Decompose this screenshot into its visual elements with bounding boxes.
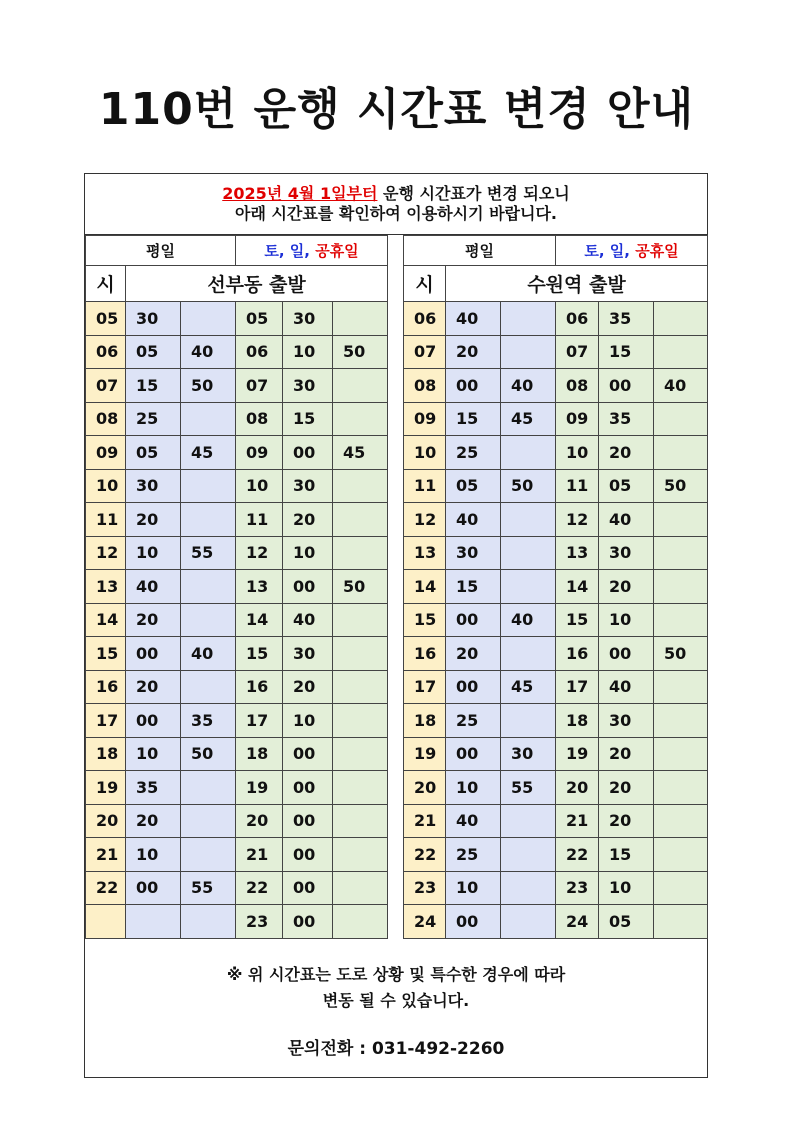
- weekday-minute-cell: 25: [446, 704, 501, 738]
- weekday-hour-cell: 12: [404, 503, 446, 537]
- weekday-hour-cell: 11: [86, 503, 126, 537]
- weekday-hour-cell: 16: [404, 637, 446, 671]
- weekend-minute-cell: 50: [333, 335, 388, 369]
- weekday-minute-cell: 20: [126, 670, 181, 704]
- weekday-hour-cell: 24: [404, 905, 446, 939]
- weekday-minute-cell: 40: [181, 637, 236, 671]
- weekend-minute-cell: [654, 402, 708, 436]
- weekend-minute-cell: [333, 603, 388, 637]
- weekend-minute-cell: 20: [599, 737, 654, 771]
- weekday-minute-cell: 05: [446, 469, 501, 503]
- weekday-hour-cell: 17: [86, 704, 126, 738]
- weekday-minute-cell: 40: [181, 335, 236, 369]
- weekend-hour-cell: 23: [556, 871, 599, 905]
- weekend-minute-cell: 40: [599, 503, 654, 537]
- weekend-hour-cell: 22: [556, 838, 599, 872]
- weekday-minute-cell: 00: [446, 369, 501, 403]
- weekday-minute-cell: [501, 905, 556, 939]
- table-row: [404, 503, 708, 537]
- weekend-minute-cell: [333, 302, 388, 336]
- weekend-minute-cell: [333, 536, 388, 570]
- weekend-hour-cell: 10: [556, 436, 599, 470]
- weekday-minute-cell: 55: [501, 771, 556, 805]
- weekend-minute-cell: 40: [283, 603, 333, 637]
- timetable-frame: [84, 173, 708, 1078]
- weekday-minute-cell: 25: [446, 838, 501, 872]
- weekday-hour-cell: 15: [86, 637, 126, 671]
- weekday-minute-cell: [501, 536, 556, 570]
- weekend-minute-cell: 15: [599, 838, 654, 872]
- weekend-minute-cell: [654, 838, 708, 872]
- weekday-minute-cell: 30: [126, 469, 181, 503]
- weekday-minute-cell: [181, 469, 236, 503]
- weekend-minute-cell: 50: [654, 469, 708, 503]
- weekday-minute-cell: 10: [446, 871, 501, 905]
- table-row: [404, 838, 708, 872]
- weekend-hour-cell: 10: [236, 469, 283, 503]
- weekday-minute-cell: 20: [446, 637, 501, 671]
- weekend-hour-cell: 16: [236, 670, 283, 704]
- weekend-hour-cell: 20: [556, 771, 599, 805]
- table-row: [404, 536, 708, 570]
- weekday-hour-cell: 09: [86, 436, 126, 470]
- weekday-minute-cell: 05: [126, 335, 181, 369]
- weekday-minute-cell: [501, 335, 556, 369]
- holiday-label-public: 공휴일: [315, 242, 359, 260]
- weekend-minute-cell: 20: [599, 771, 654, 805]
- weekend-hour-cell: 17: [556, 670, 599, 704]
- weekend-minute-cell: [333, 670, 388, 704]
- weekend-minute-cell: [333, 704, 388, 738]
- table-row: [86, 670, 388, 704]
- weekend-hour-cell: 12: [236, 536, 283, 570]
- page-title: 110번 운행 시간표 변경 안내: [98, 84, 695, 135]
- table-row: [86, 469, 388, 503]
- weekend-hour-cell: 14: [556, 570, 599, 604]
- table-row: [86, 302, 388, 336]
- weekend-minute-cell: [654, 503, 708, 537]
- weekend-minute-cell: [654, 804, 708, 838]
- schedule-rows: [86, 302, 388, 939]
- weekend-hour-cell: 07: [236, 369, 283, 403]
- weekday-hour-cell: 09: [404, 402, 446, 436]
- table-row: [86, 804, 388, 838]
- weekend-minute-cell: 40: [654, 369, 708, 403]
- weekday-hour-cell: 17: [404, 670, 446, 704]
- weekday-minute-cell: [181, 302, 236, 336]
- weekday-minute-cell: [501, 436, 556, 470]
- weekend-minute-cell: 20: [283, 503, 333, 537]
- weekend-minute-cell: [654, 570, 708, 604]
- weekend-hour-cell: 08: [556, 369, 599, 403]
- schedule-rows: [404, 302, 708, 939]
- weekday-minute-cell: [181, 503, 236, 537]
- notice-line-1: [85, 184, 707, 204]
- weekday-minute-cell: 00: [446, 603, 501, 637]
- weekday-minute-cell: 10: [446, 771, 501, 805]
- table-row: [404, 771, 708, 805]
- weekday-minute-cell: 20: [446, 335, 501, 369]
- weekday-minute-cell: 35: [126, 771, 181, 805]
- weekend-minute-cell: [654, 771, 708, 805]
- weekday-minute-cell: 20: [126, 603, 181, 637]
- weekend-minute-cell: [654, 302, 708, 336]
- disclaimer-line-1: ※ 위 시간표는 도로 상황 및 특수한 경우에 따라: [226, 965, 566, 984]
- weekday-label: 평일: [86, 236, 236, 266]
- change-notice: [85, 174, 707, 235]
- weekday-minute-cell: 40: [446, 804, 501, 838]
- weekday-hour-cell: 14: [404, 570, 446, 604]
- effective-date: 2025년 4월 1일부터: [222, 184, 378, 203]
- weekday-hour-cell: 21: [86, 838, 126, 872]
- weekday-minute-cell: [181, 771, 236, 805]
- weekend-minute-cell: [654, 603, 708, 637]
- weekday-minute-cell: [501, 838, 556, 872]
- weekday-minute-cell: 10: [126, 536, 181, 570]
- footer-notice: [85, 938, 707, 1077]
- weekday-minute-cell: 10: [126, 737, 181, 771]
- weekend-minute-cell: 30: [283, 369, 333, 403]
- weekday-minute-cell: [181, 603, 236, 637]
- holiday-label-sat-sun: 토, 일,: [264, 242, 316, 260]
- weekend-minute-cell: 30: [599, 536, 654, 570]
- weekend-hour-cell: 08: [236, 402, 283, 436]
- weekend-minute-cell: 35: [599, 302, 654, 336]
- weekend-minute-cell: 00: [283, 838, 333, 872]
- weekend-minute-cell: 10: [599, 871, 654, 905]
- disclaimer-line-2: 변동 될 수 있습니다.: [322, 991, 470, 1010]
- weekday-minute-cell: [501, 637, 556, 671]
- weekday-minute-cell: [126, 905, 181, 939]
- contact-phone: 문의전화 : 031-492-2260: [287, 1039, 505, 1059]
- weekday-hour-cell: 10: [86, 469, 126, 503]
- weekend-minute-cell: [333, 804, 388, 838]
- weekday-minute-cell: 25: [446, 436, 501, 470]
- table-row: [404, 302, 708, 336]
- weekday-minute-cell: 00: [446, 905, 501, 939]
- weekday-minute-cell: 45: [501, 402, 556, 436]
- holiday-label: [236, 236, 388, 266]
- notice-line-2: 아래 시간표를 확인하여 이용하시기 바랍니다.: [234, 204, 558, 223]
- weekday-minute-cell: 00: [126, 637, 181, 671]
- weekday-hour-cell: 22: [404, 838, 446, 872]
- table-row: [404, 335, 708, 369]
- weekend-hour-cell: 19: [556, 737, 599, 771]
- weekday-label: 평일: [404, 236, 556, 266]
- weekday-minute-cell: 40: [126, 570, 181, 604]
- table-row: [404, 737, 708, 771]
- hour-header: 시: [404, 266, 446, 302]
- weekend-minute-cell: 30: [283, 637, 333, 671]
- table-row: [86, 536, 388, 570]
- weekend-minute-cell: 30: [599, 704, 654, 738]
- table-row: [86, 905, 388, 939]
- table-row: [404, 436, 708, 470]
- weekend-minute-cell: 50: [333, 570, 388, 604]
- weekend-hour-cell: 06: [556, 302, 599, 336]
- weekday-hour-cell: 23: [404, 871, 446, 905]
- weekday-minute-cell: 20: [126, 804, 181, 838]
- weekend-hour-cell: 15: [236, 637, 283, 671]
- weekday-hour-cell: 20: [86, 804, 126, 838]
- table-row: [86, 871, 388, 905]
- weekend-hour-cell: 24: [556, 905, 599, 939]
- weekday-minute-cell: [181, 570, 236, 604]
- weekend-hour-cell: 11: [236, 503, 283, 537]
- weekday-hour-cell: 07: [404, 335, 446, 369]
- weekday-hour-cell: 05: [86, 302, 126, 336]
- weekend-minute-cell: 15: [283, 402, 333, 436]
- weekday-minute-cell: 10: [126, 838, 181, 872]
- weekday-hour-cell: 12: [86, 536, 126, 570]
- weekend-hour-cell: 09: [236, 436, 283, 470]
- weekday-minute-cell: 20: [126, 503, 181, 537]
- weekend-minute-cell: 00: [283, 804, 333, 838]
- weekday-minute-cell: 30: [501, 737, 556, 771]
- weekday-minute-cell: 45: [181, 436, 236, 470]
- weekday-minute-cell: 00: [126, 704, 181, 738]
- weekend-minute-cell: 00: [283, 905, 333, 939]
- weekday-minute-cell: [501, 704, 556, 738]
- table-row: [404, 369, 708, 403]
- weekend-minute-cell: 05: [599, 469, 654, 503]
- weekend-hour-cell: 09: [556, 402, 599, 436]
- weekend-hour-cell: 14: [236, 603, 283, 637]
- weekday-hour-cell: 22: [86, 871, 126, 905]
- weekend-minute-cell: 00: [599, 637, 654, 671]
- weekday-hour-cell: 13: [86, 570, 126, 604]
- weekday-hour-cell: 19: [404, 737, 446, 771]
- weekday-minute-cell: 15: [126, 369, 181, 403]
- weekend-hour-cell: 22: [236, 871, 283, 905]
- weekend-minute-cell: [654, 670, 708, 704]
- weekday-minute-cell: [181, 838, 236, 872]
- timetable-seonbu: [85, 235, 388, 939]
- weekend-minute-cell: [333, 402, 388, 436]
- weekend-minute-cell: 05: [599, 905, 654, 939]
- weekend-minute-cell: [333, 871, 388, 905]
- weekday-minute-cell: [181, 804, 236, 838]
- weekday-minute-cell: [501, 503, 556, 537]
- weekday-minute-cell: 00: [446, 670, 501, 704]
- weekday-hour-cell: 08: [86, 402, 126, 436]
- table-row: [404, 402, 708, 436]
- weekday-minute-cell: [501, 302, 556, 336]
- table-row: [86, 737, 388, 771]
- weekday-hour-cell: 07: [86, 369, 126, 403]
- weekend-minute-cell: 00: [283, 871, 333, 905]
- table-row: [86, 503, 388, 537]
- weekday-minute-cell: 05: [126, 436, 181, 470]
- weekend-minute-cell: 30: [283, 469, 333, 503]
- weekend-minute-cell: 50: [654, 637, 708, 671]
- table-row: [86, 838, 388, 872]
- weekend-hour-cell: 23: [236, 905, 283, 939]
- weekday-hour-cell: 21: [404, 804, 446, 838]
- weekday-hour-cell: 14: [86, 603, 126, 637]
- weekday-minute-cell: [501, 871, 556, 905]
- weekend-minute-cell: 10: [283, 335, 333, 369]
- weekend-minute-cell: 15: [599, 335, 654, 369]
- weekend-minute-cell: [333, 905, 388, 939]
- weekend-hour-cell: 21: [556, 804, 599, 838]
- timetable-suwon: [403, 235, 708, 939]
- weekend-minute-cell: 00: [283, 570, 333, 604]
- weekday-minute-cell: [181, 905, 236, 939]
- weekday-minute-cell: 15: [446, 570, 501, 604]
- weekday-minute-cell: 40: [501, 603, 556, 637]
- weekday-minute-cell: 30: [446, 536, 501, 570]
- weekend-hour-cell: 18: [556, 704, 599, 738]
- holiday-label-sat-sun: 토, 일,: [584, 242, 636, 260]
- weekend-minute-cell: [654, 737, 708, 771]
- weekday-hour-cell: 10: [404, 436, 446, 470]
- weekday-hour-cell: 18: [86, 737, 126, 771]
- holiday-label: [556, 236, 708, 266]
- weekday-minute-cell: 55: [181, 871, 236, 905]
- weekend-minute-cell: [333, 838, 388, 872]
- weekend-minute-cell: [333, 771, 388, 805]
- weekend-minute-cell: [333, 469, 388, 503]
- weekday-minute-cell: 00: [126, 871, 181, 905]
- weekend-hour-cell: 19: [236, 771, 283, 805]
- table-row: [86, 603, 388, 637]
- weekday-hour-cell: 06: [86, 335, 126, 369]
- weekend-minute-cell: [333, 503, 388, 537]
- weekday-minute-cell: 15: [446, 402, 501, 436]
- weekend-hour-cell: 05: [236, 302, 283, 336]
- table-row: [86, 369, 388, 403]
- weekend-minute-cell: 10: [599, 603, 654, 637]
- weekend-minute-cell: 20: [599, 436, 654, 470]
- weekend-hour-cell: 21: [236, 838, 283, 872]
- weekend-minute-cell: 45: [333, 436, 388, 470]
- weekend-hour-cell: 11: [556, 469, 599, 503]
- table-row: [86, 704, 388, 738]
- table-row: [404, 905, 708, 939]
- weekday-hour-cell: 08: [404, 369, 446, 403]
- weekday-minute-cell: [181, 402, 236, 436]
- weekend-hour-cell: 15: [556, 603, 599, 637]
- weekday-minute-cell: 50: [181, 369, 236, 403]
- hour-header: 시: [86, 266, 126, 302]
- weekday-minute-cell: 35: [181, 704, 236, 738]
- weekday-minute-cell: 30: [126, 302, 181, 336]
- weekend-minute-cell: 40: [599, 670, 654, 704]
- table-row: [404, 637, 708, 671]
- weekday-minute-cell: [501, 570, 556, 604]
- weekend-hour-cell: 18: [236, 737, 283, 771]
- weekday-minute-cell: [501, 804, 556, 838]
- weekday-minute-cell: 55: [181, 536, 236, 570]
- weekend-minute-cell: 35: [599, 402, 654, 436]
- weekend-minute-cell: [333, 637, 388, 671]
- weekend-minute-cell: [654, 905, 708, 939]
- weekday-hour-cell: 06: [404, 302, 446, 336]
- weekday-hour-cell: 16: [86, 670, 126, 704]
- weekend-minute-cell: 00: [283, 737, 333, 771]
- table-row: [86, 436, 388, 470]
- weekday-hour-cell: 19: [86, 771, 126, 805]
- weekend-minute-cell: [654, 436, 708, 470]
- weekday-hour-cell: 20: [404, 771, 446, 805]
- weekday-minute-cell: 50: [501, 469, 556, 503]
- weekday-minute-cell: 50: [181, 737, 236, 771]
- holiday-label-public: 공휴일: [635, 242, 679, 260]
- weekday-minute-cell: 40: [446, 503, 501, 537]
- weekend-minute-cell: 20: [599, 804, 654, 838]
- weekday-hour-cell: 11: [404, 469, 446, 503]
- table-row: [404, 804, 708, 838]
- weekend-minute-cell: 00: [283, 436, 333, 470]
- table-row: [404, 670, 708, 704]
- weekend-hour-cell: 20: [236, 804, 283, 838]
- weekday-minute-cell: 40: [501, 369, 556, 403]
- weekday-minute-cell: [181, 670, 236, 704]
- weekend-hour-cell: 13: [236, 570, 283, 604]
- weekend-hour-cell: 12: [556, 503, 599, 537]
- table-row: [86, 402, 388, 436]
- notice-line-1-text: 운행 시간표가 변경 되오니: [377, 184, 570, 203]
- weekend-hour-cell: 16: [556, 637, 599, 671]
- weekend-minute-cell: [654, 536, 708, 570]
- weekend-minute-cell: [333, 737, 388, 771]
- weekend-hour-cell: 17: [236, 704, 283, 738]
- table-row: [86, 637, 388, 671]
- weekend-minute-cell: [654, 335, 708, 369]
- weekday-minute-cell: 00: [446, 737, 501, 771]
- table-row: [404, 570, 708, 604]
- weekday-hour-cell: 15: [404, 603, 446, 637]
- direction-header: 수원역 출발: [446, 266, 708, 302]
- weekend-minute-cell: 00: [599, 369, 654, 403]
- weekend-minute-cell: [333, 369, 388, 403]
- weekend-minute-cell: 20: [599, 570, 654, 604]
- weekday-minute-cell: 25: [126, 402, 181, 436]
- weekend-minute-cell: 30: [283, 302, 333, 336]
- table-row: [404, 704, 708, 738]
- weekend-hour-cell: 06: [236, 335, 283, 369]
- weekday-hour-cell: [86, 905, 126, 939]
- table-row: [86, 771, 388, 805]
- weekend-minute-cell: 10: [283, 536, 333, 570]
- direction-header: 선부동 출발: [126, 266, 388, 302]
- table-row: [86, 335, 388, 369]
- weekend-minute-cell: [654, 704, 708, 738]
- table-row: [404, 469, 708, 503]
- weekday-minute-cell: 45: [501, 670, 556, 704]
- table-row: [404, 603, 708, 637]
- weekday-hour-cell: 18: [404, 704, 446, 738]
- weekend-minute-cell: 10: [283, 704, 333, 738]
- weekend-hour-cell: 13: [556, 536, 599, 570]
- weekend-minute-cell: 20: [283, 670, 333, 704]
- weekend-minute-cell: 00: [283, 771, 333, 805]
- weekday-hour-cell: 13: [404, 536, 446, 570]
- table-row: [404, 871, 708, 905]
- table-row: [86, 570, 388, 604]
- weekday-minute-cell: 40: [446, 302, 501, 336]
- weekend-hour-cell: 07: [556, 335, 599, 369]
- weekend-minute-cell: [654, 871, 708, 905]
